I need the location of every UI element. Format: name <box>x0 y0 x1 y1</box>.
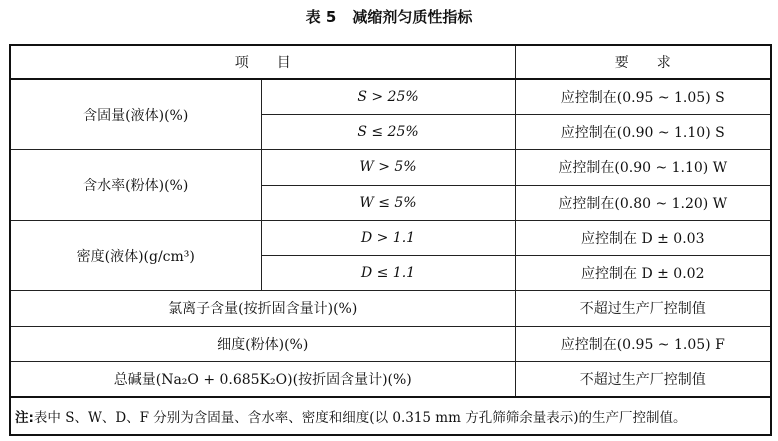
header-item: 项 目 <box>10 45 515 79</box>
uniformity-spec-table <box>9 44 772 436</box>
item-chloride: 氯离子含量(按折固含量计)(%) <box>10 291 515 326</box>
requirement-cell: 应控制在(0.90 ~ 1.10) W <box>515 150 771 185</box>
requirement-cell: 不超过生产厂控制值 <box>515 291 771 326</box>
table-note-row <box>10 397 771 435</box>
item-water-content: 含水率(粉体)(%) <box>10 150 261 221</box>
requirement-cell: 应控制在 D ± 0.03 <box>515 220 771 255</box>
table-title-text: 减缩剂匀质性指标 <box>352 8 473 26</box>
item-density: 密度(液体)(g/cm³) <box>10 220 261 291</box>
requirement-cell: 应控制在(0.95 ~ 1.05) S <box>515 79 771 114</box>
table-number: 表 5 <box>305 8 337 26</box>
requirement-cell: 应控制在(0.80 ~ 1.20) W <box>515 185 771 220</box>
item-fineness: 细度(粉体)(%) <box>10 326 515 361</box>
table-note <box>10 397 771 435</box>
note-text: 表中 S、W、D、F 分别为含固量、含水率、密度和细度(以 0.315 mm 方孔筛筛余量表示)的生产厂控制值。 <box>33 409 687 426</box>
condition-cell: W ≤ 5% <box>261 185 515 220</box>
table-row <box>10 150 771 185</box>
header-requirement: 要 求 <box>515 45 771 79</box>
item-total-alkali: 总碱量(Na₂O + 0.685K₂O)(按折固含量计)(%) <box>10 361 515 396</box>
table-row <box>10 79 771 114</box>
condition-cell: W > 5% <box>261 150 515 185</box>
table-row <box>10 220 771 255</box>
condition-cell: D > 1.1 <box>261 220 515 255</box>
requirement-cell: 应控制在 D ± 0.02 <box>515 256 771 291</box>
item-solid-content: 含固量(液体)(%) <box>10 79 261 150</box>
condition-cell: S ≤ 25% <box>261 115 515 150</box>
table-title <box>0 6 778 27</box>
table-header-row <box>10 45 771 79</box>
requirement-cell: 应控制在(0.90 ~ 1.10) S <box>515 115 771 150</box>
requirement-cell: 不超过生产厂控制值 <box>515 361 771 396</box>
condition-cell: D ≤ 1.1 <box>261 256 515 291</box>
table-row <box>10 326 771 361</box>
table-row <box>10 291 771 326</box>
requirement-cell: 应控制在(0.95 ~ 1.05) F <box>515 326 771 361</box>
note-label: 注: <box>15 409 34 426</box>
condition-cell: S > 25% <box>261 79 515 114</box>
table-row <box>10 361 771 396</box>
